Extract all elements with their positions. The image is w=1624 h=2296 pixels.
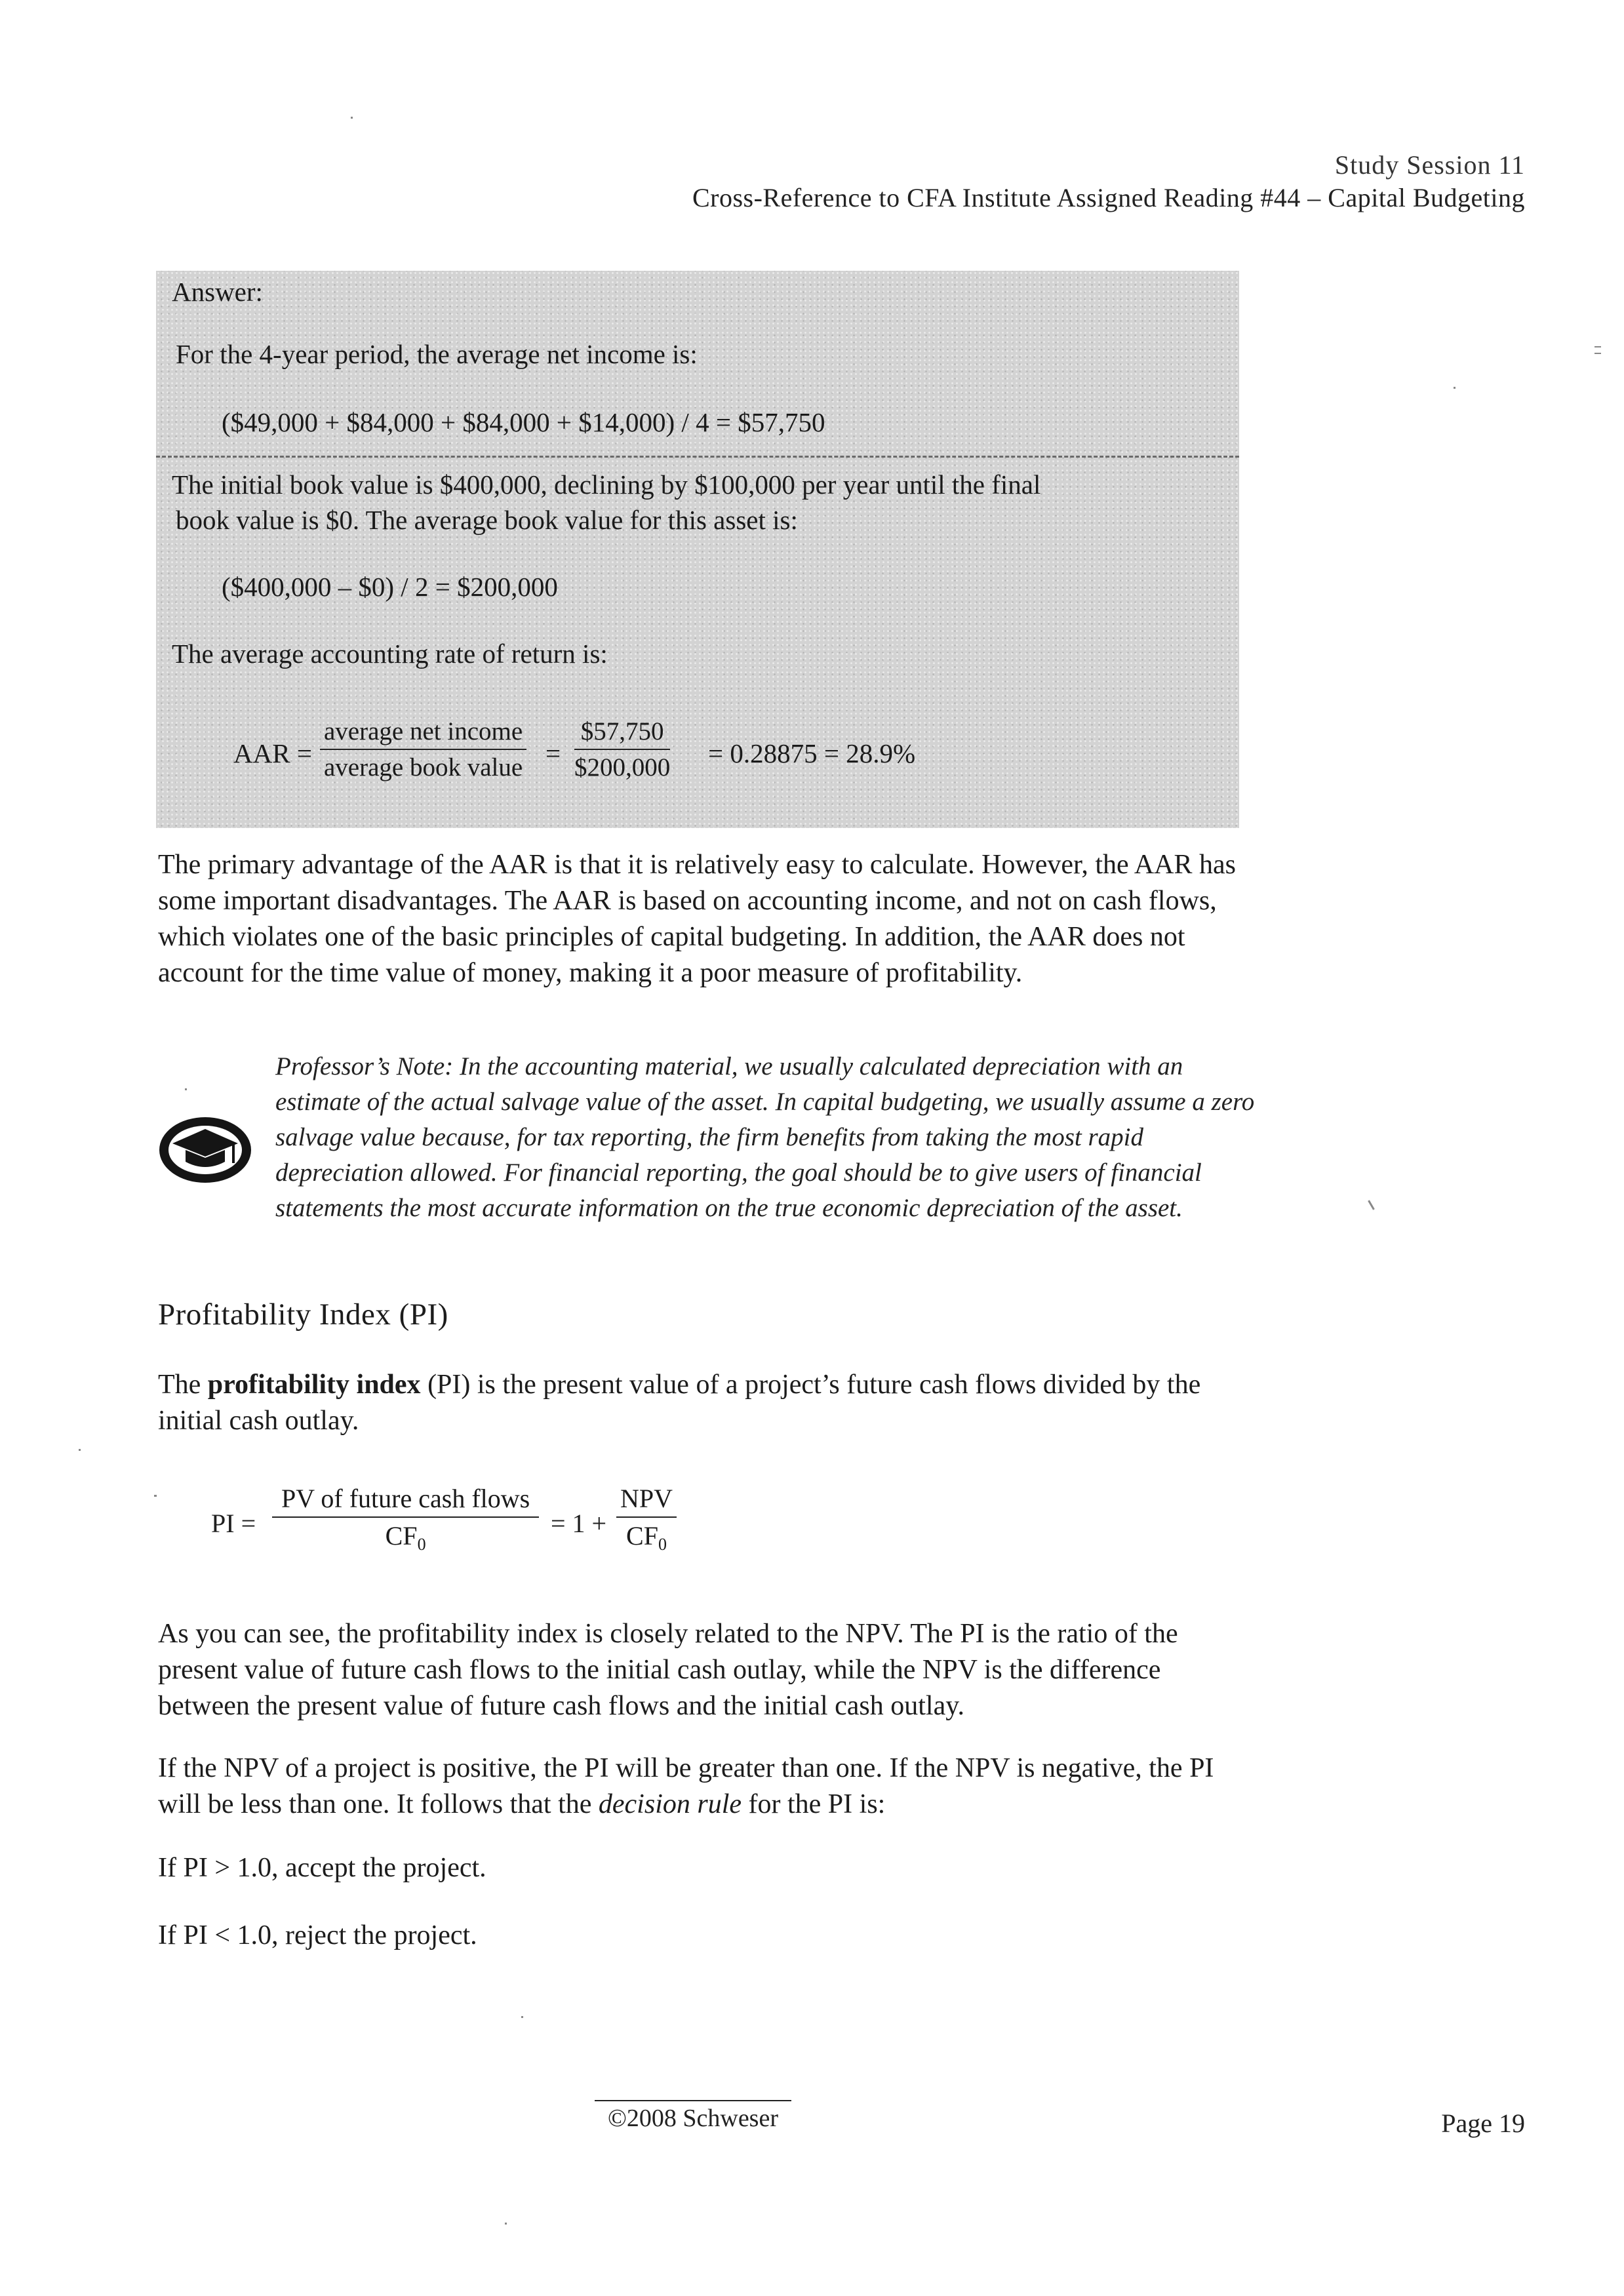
aar-equals: = xyxy=(545,738,561,768)
pi-numerator-1: PV of future cash flows xyxy=(272,1483,539,1518)
pi-def-pre: The xyxy=(158,1370,208,1400)
answer-intro: For the 4-year period, the average net income is: xyxy=(176,339,698,369)
pi-lhs: PI = xyxy=(211,1509,256,1538)
pi-denominator-2-sub: 0 xyxy=(658,1535,667,1554)
pi-denominator-1-main: CF xyxy=(385,1521,418,1551)
scan-speck xyxy=(521,2016,523,2018)
answer-label: Answer: xyxy=(172,277,263,307)
rule-reject: If PI < 1.0, reject the project. xyxy=(158,1920,477,1950)
pi-denominator-2-main: CF xyxy=(626,1521,658,1551)
answer-box xyxy=(156,271,1239,828)
aar-numerator-1: average net income xyxy=(320,717,526,750)
section-title: Profitability Index (PI) xyxy=(158,1297,448,1332)
aar-fraction-2 xyxy=(574,717,670,782)
aar-denominator-1: average book value xyxy=(323,753,523,782)
header-study-session: Study Session 11 xyxy=(1334,150,1525,180)
aar-numerator-2: $57,750 xyxy=(574,717,670,750)
decision-post: for the PI is: xyxy=(742,1789,886,1819)
book-value-line-2: book value is $0. The average book value for this asset is: xyxy=(176,505,798,535)
scan-speck xyxy=(185,1088,187,1090)
pi-fraction-1 xyxy=(272,1483,539,1554)
aar-result: = 0.28875 = 28.9% xyxy=(708,738,916,768)
avg-income-calc: ($49,000 + $84,000 + $84,000 + $14,000) / 4 = $57,750 xyxy=(222,407,825,437)
scan-speck xyxy=(1594,353,1601,354)
scan-speck xyxy=(79,1449,81,1451)
pi-def-post: (PI) is the present value of a project’s future cash flows divided by the initial cash outlay. xyxy=(158,1370,1201,1436)
pi-definition-paragraph xyxy=(158,1367,1240,1439)
pi-fraction-2 xyxy=(616,1483,677,1554)
scan-speck xyxy=(1368,1200,1375,1210)
aar-fraction-1 xyxy=(320,717,526,782)
pi-denominator-2 xyxy=(616,1518,677,1554)
pi-denominator-1-sub: 0 xyxy=(417,1535,426,1554)
aar-advantages-paragraph: The primary advantage of the AAR is that it is relatively easy to calculate. However, the AAR has some important disadvantages. The AAR is based on accounting income, and not on cash flows, which violates one of the basic principles of capital budgeting. In addition, the AAR does not account for the time value of money, making it a poor measure of profitability. xyxy=(158,850,1236,988)
scan-speck xyxy=(505,2223,507,2225)
decision-rule-paragraph xyxy=(158,1751,1240,1823)
decision-rule-term: decision rule xyxy=(598,1789,742,1819)
pi-def-term: profitability index xyxy=(207,1370,421,1400)
footer-copyright: ©2008 Schweser xyxy=(595,2100,791,2133)
pi-denominator-1 xyxy=(272,1518,539,1554)
book-value-line-1: The initial book value is $400,000, declining by $100,000 per year until the final xyxy=(172,469,1041,500)
pi-numerator-2: NPV xyxy=(616,1483,677,1518)
aar-denominator-2: $200,000 xyxy=(574,753,671,782)
professor-note-icon xyxy=(156,1109,254,1188)
aar-intro: The average accounting rate of return is: xyxy=(172,639,608,669)
scan-speck xyxy=(1594,346,1601,347)
avg-book-calc: ($400,000 – $0) / 2 = $200,000 xyxy=(222,572,558,602)
pi-relation-paragraph: As you can see, the profitability index is closely related to the NPV. The PI is the ratio of the present value of future cash flows to the initial cash outlay, while the NPV is the difference between the present value of future cash flows and the initial cash outlay. xyxy=(158,1619,1178,1721)
scan-speck xyxy=(351,117,353,119)
pi-mid: = 1 + xyxy=(551,1509,607,1538)
rule-accept: If PI > 1.0, accept the project. xyxy=(158,1853,486,1883)
header-cross-reference: Cross-Reference to CFA Institute Assigned Reading #44 – Capital Budgeting xyxy=(692,183,1525,212)
scan-speck xyxy=(1454,387,1456,389)
aar-lhs: AAR = xyxy=(233,738,312,768)
decision-pre: If the NPV of a project is positive, the PI will be greater than one. If the NPV is negative, the PI will be less than one. It follows that the xyxy=(158,1753,1214,1819)
professor-note: Professor’s Note: In the accounting material, we usually calculated depreciation with an estimate of the actual salvage value of the asset. In capital budgeting, we usually assume a zero salvage value because, for tax reporting, the firm benefits from taking the most rapid depreciation allowed. For financial reporting, the goal should be to give users of financial statements the most accurate information on the true economic depreciation of the asset. xyxy=(275,1052,1255,1222)
answer-divider xyxy=(156,456,1239,458)
footer-page-number: Page 19 xyxy=(1441,2108,1525,2138)
scan-speck xyxy=(154,1495,157,1497)
